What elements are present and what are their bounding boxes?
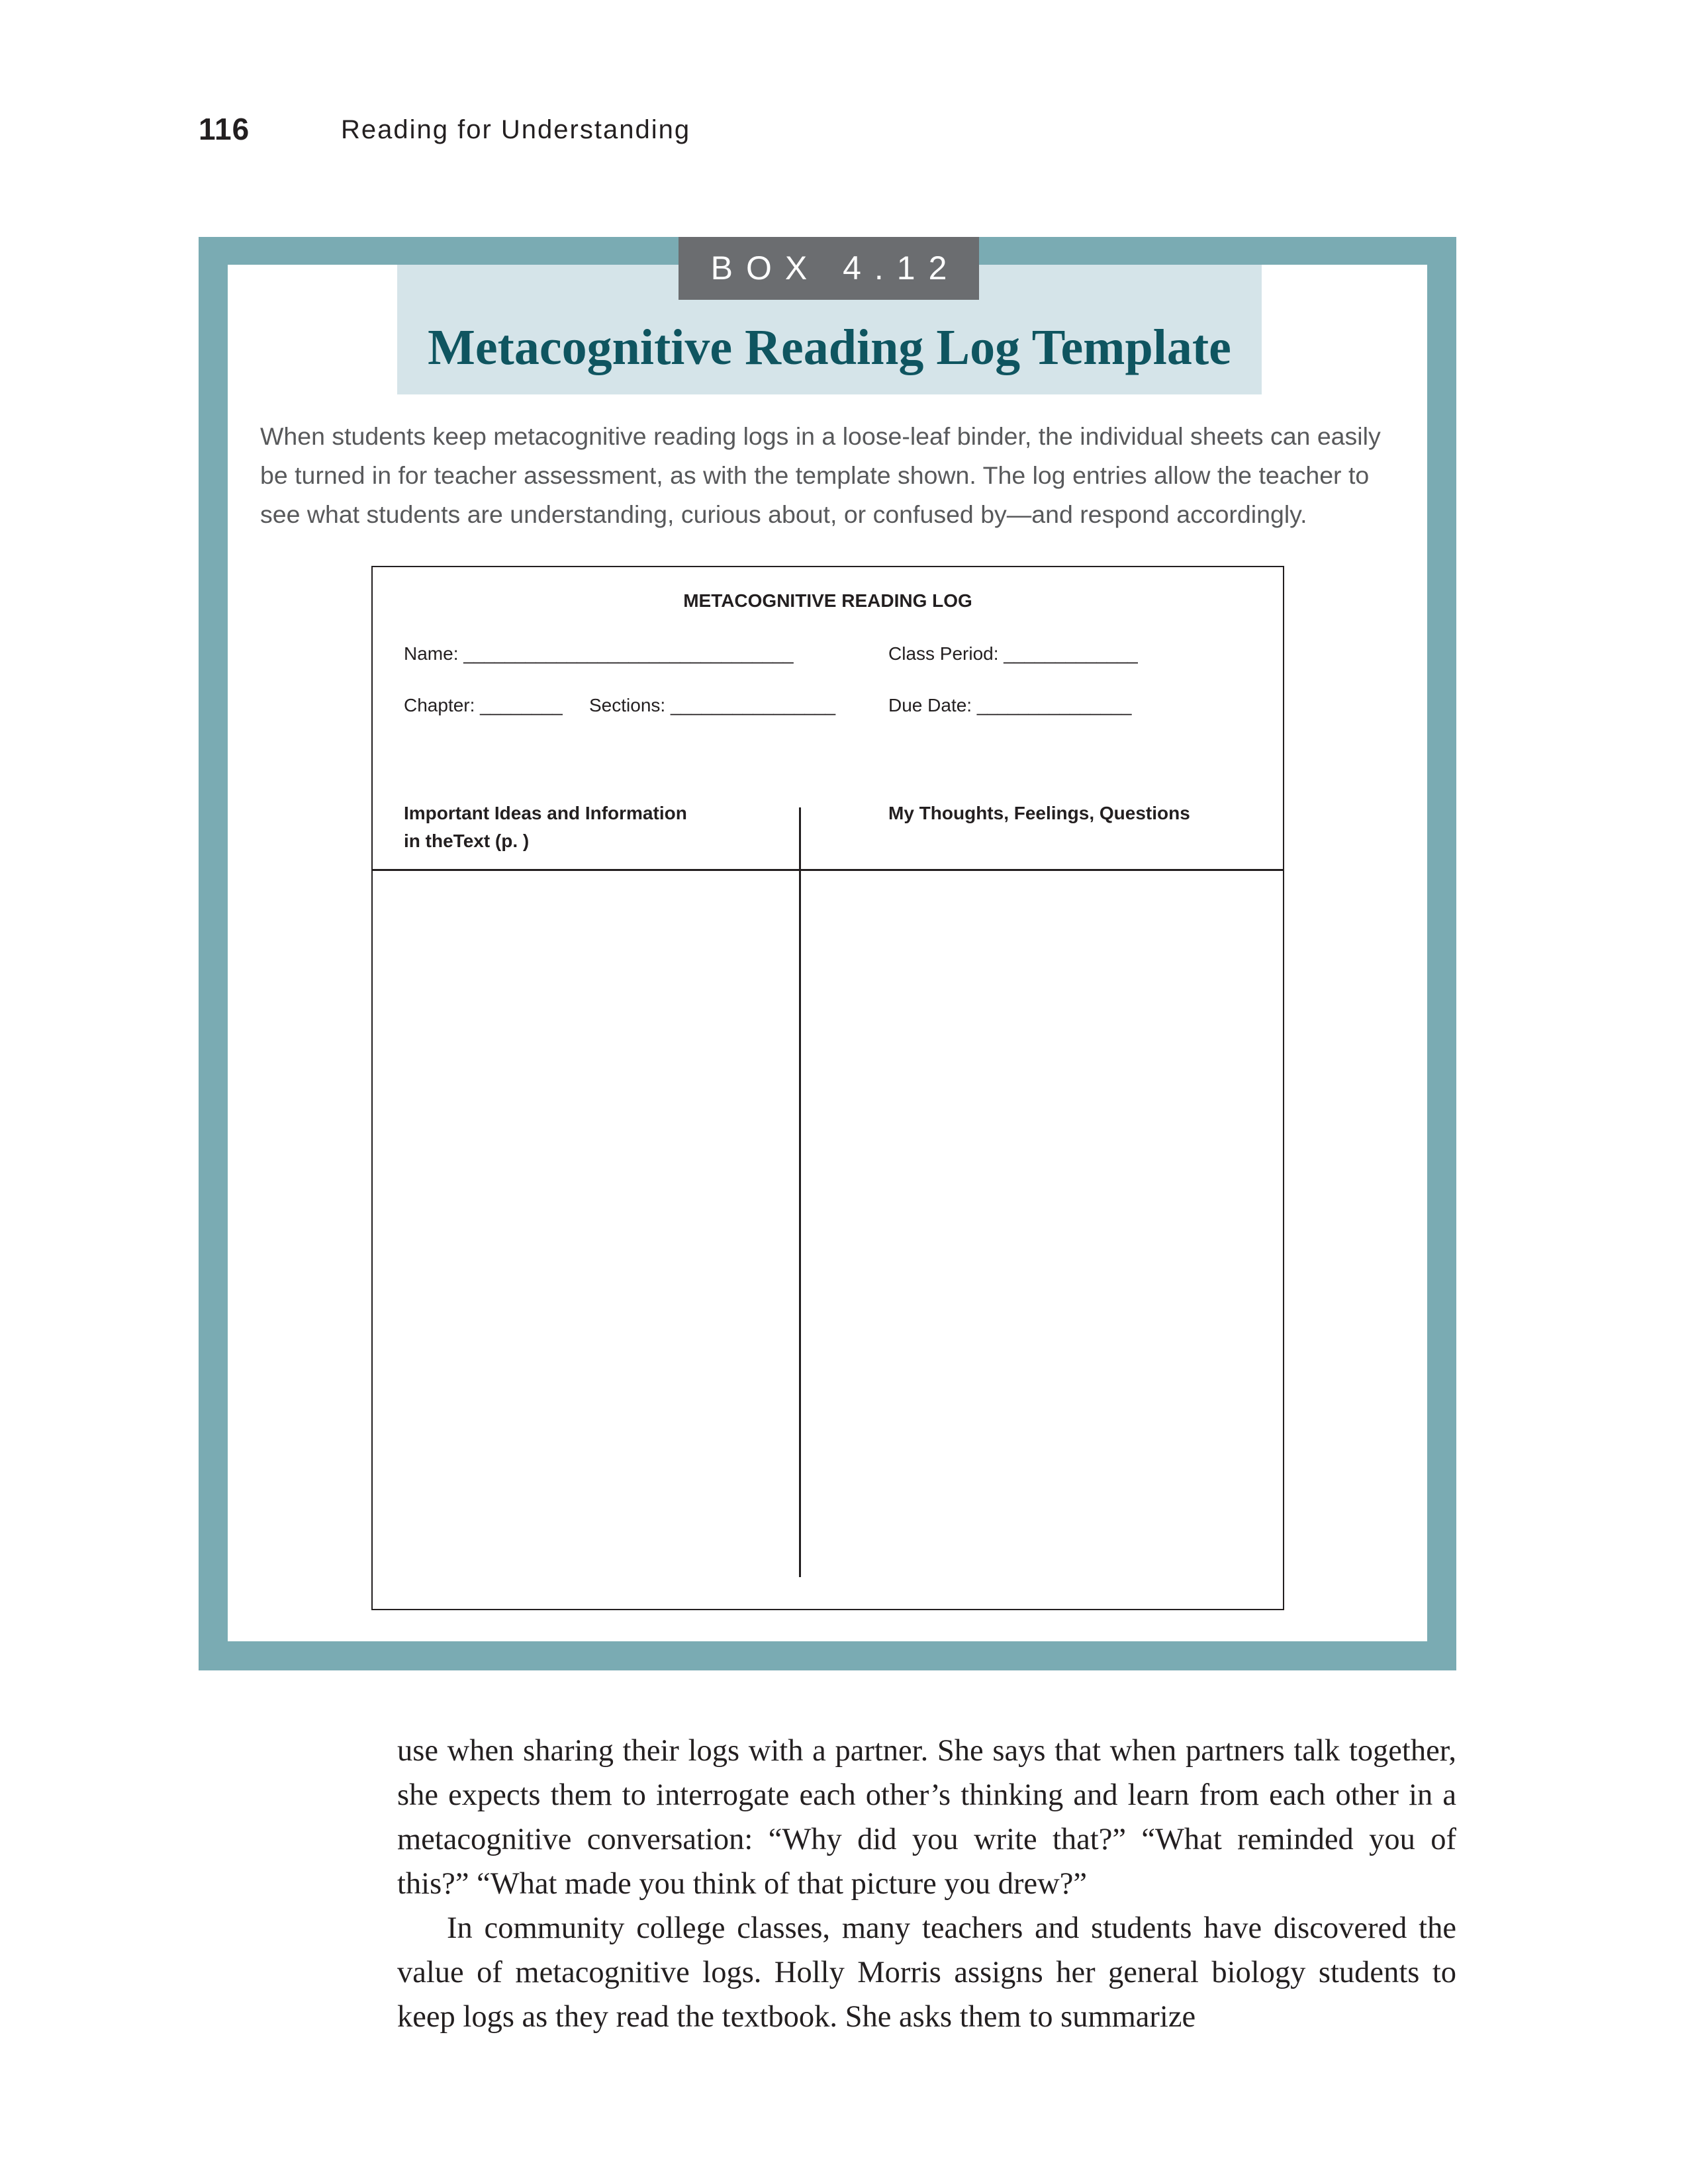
column-divider bbox=[799, 807, 801, 1577]
column-header-ideas-line: in theText (p. ) bbox=[404, 831, 530, 851]
body-paragraph: In community college classes, many teachers and students have discovered the value of metacognitive logs. Holly Morris assigns her general biology students to keep logs as they read the textbook. She asks them to summarize bbox=[397, 1911, 1456, 2034]
column-header-divider bbox=[371, 869, 1284, 871]
column-header-ideas bbox=[404, 799, 687, 855]
box-intro-line: When students keep metacognitive reading logs in a loose-leaf binder, the individual sheets can easily bbox=[260, 422, 1381, 450]
running-head: Reading for Understanding bbox=[341, 115, 691, 144]
reading-log-title: METACOGNITIVE READING LOG bbox=[683, 590, 972, 611]
page-number: 116 bbox=[199, 112, 250, 146]
box-label: BOX 4.12 bbox=[679, 237, 979, 300]
column-header-thoughts: My Thoughts, Feelings, Questions bbox=[888, 803, 1190, 823]
column-header-ideas-line: Important Ideas and Information bbox=[404, 803, 687, 823]
body-text bbox=[397, 1729, 1456, 2039]
box-title: Metacognitive Reading Log Template bbox=[428, 320, 1231, 375]
name-field: Name: ________________________________ bbox=[404, 643, 794, 664]
class-period-field: Class Period: _____________ bbox=[888, 643, 1138, 664]
box-intro-line: see what students are understanding, curious about, or confused by—and respond accordingly. bbox=[260, 500, 1307, 528]
chapter-field: Chapter: ________ bbox=[404, 695, 563, 715]
due-date-field: Due Date: _______________ bbox=[888, 695, 1132, 715]
reading-log-form bbox=[371, 566, 1284, 1610]
body-paragraph: use when sharing their logs with a partner. She says that when partners talk together, she expects them to interrogate each other’s thinking and learn from each other in a metacognitive conversation: “Why did you write that?” “What reminded you of this?” “What made you think of that picture you drew?” bbox=[397, 1734, 1456, 1901]
sections-field: Sections: ________________ bbox=[589, 695, 836, 715]
box-intro bbox=[260, 417, 1415, 534]
box-intro-line: be turned in for teacher assessment, as with the template shown. The log entries allow the teacher to bbox=[260, 461, 1370, 489]
